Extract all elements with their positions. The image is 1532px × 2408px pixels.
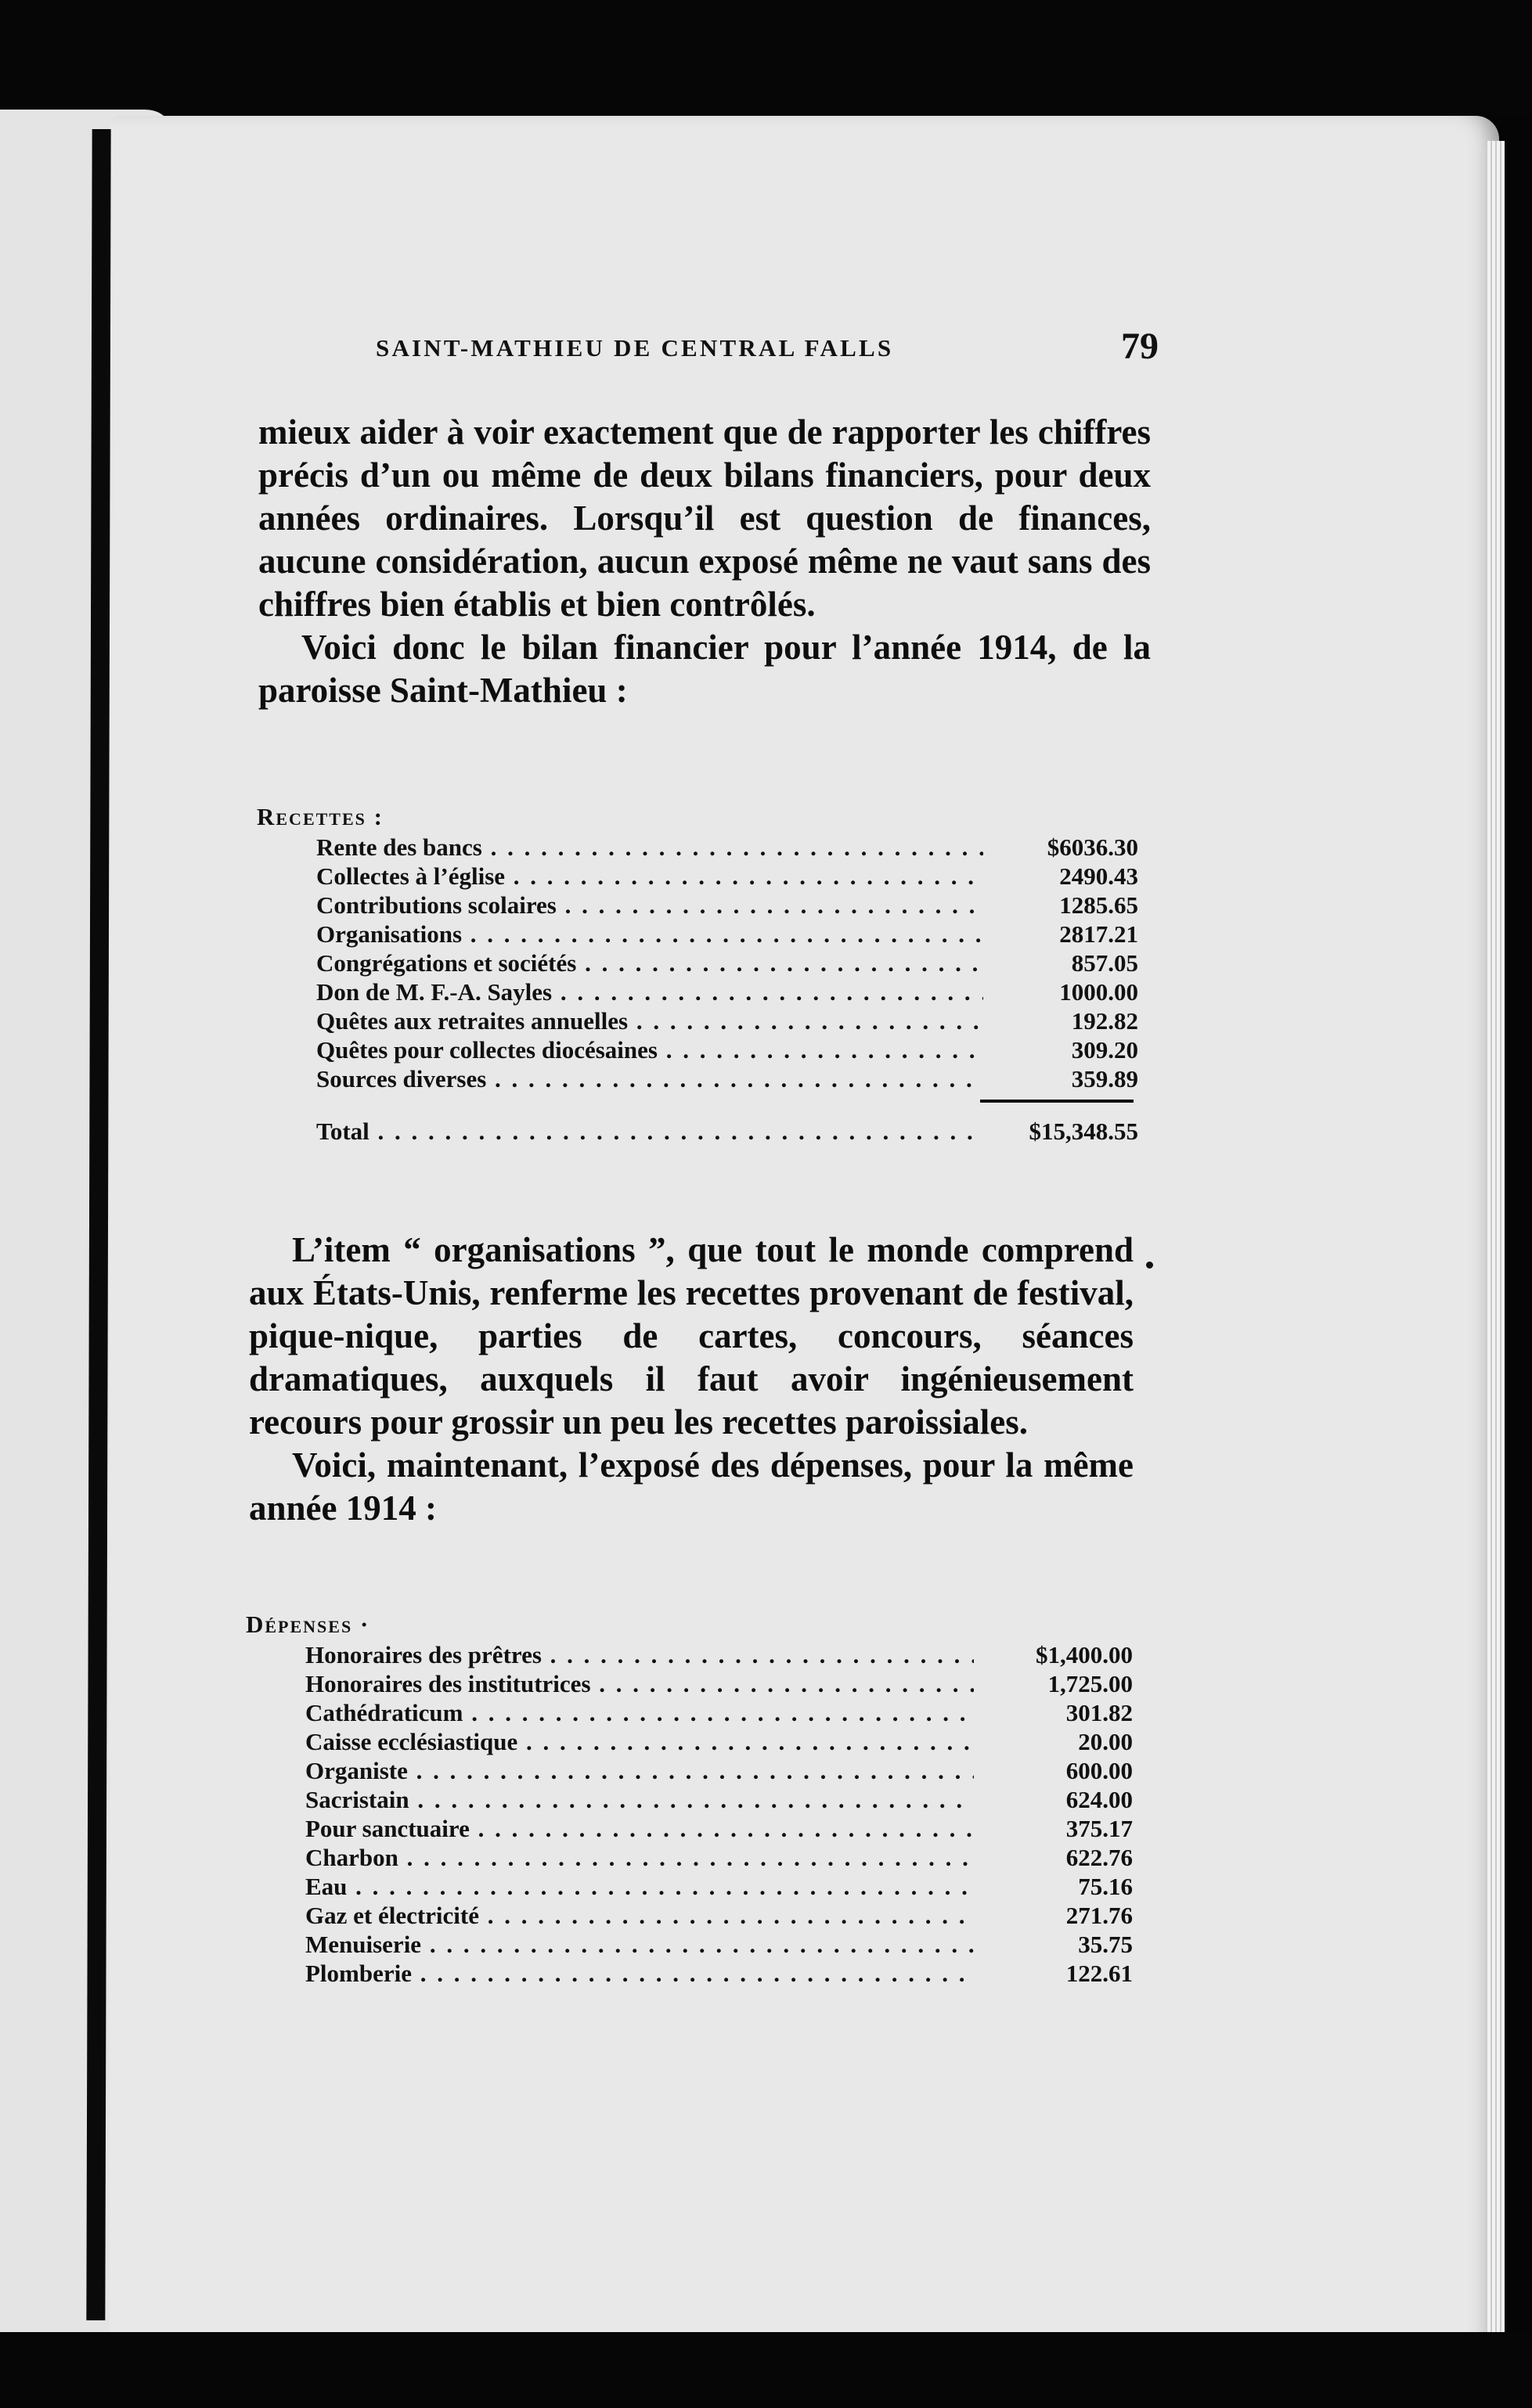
row-label: Rente des bancs . . . [316,833,983,862]
ledger-row [257,948,1138,977]
total-label: Total . . . [316,1117,983,1146]
intro-text [258,411,1151,712]
total-row [257,1117,1138,1146]
depenses-heading: Dépenses · [246,1611,370,1638]
row-amount: 309.20 [983,1035,1138,1064]
scan-top-margin [0,0,1532,117]
row-label: Honoraires des prêtres . . . [305,1640,974,1669]
row-label: Quêtes aux retraites annuelles . . . [316,1006,983,1035]
scan-bottom-margin [0,2332,1532,2408]
ledger-row [246,1669,1133,1698]
running-head [376,325,1159,372]
row-amount: 301.82 [974,1698,1133,1727]
depenses-ledger [246,1611,1133,1988]
ledger-row [257,862,1138,891]
sum-rule [980,1100,1134,1103]
ledger-row [257,920,1138,948]
ledger-row [246,1698,1133,1727]
row-label: Honoraires des institutrices . . . [305,1669,974,1698]
ledger-row [257,1006,1138,1035]
page-number: 79 [1121,326,1159,367]
row-amount: 624.00 [974,1785,1133,1814]
intro-paragraph: mieux aider à voir exactement que de rapporter les chiffres précis d’un ou même de deux bilans financiers, pour deux années ordinaires. Lorsqu’il est question de finances, aucune considération, aucun exposé même ne vaut sans des chiffres bien établis et bien contrôlés. [258,412,1151,624]
row-label: Sacristain . . . [305,1785,974,1814]
row-label: Don de M. F.-A. Sayles . . . [316,977,983,1006]
row-amount: 1285.65 [983,891,1138,920]
stray-mark [1146,1262,1153,1269]
ledger-row [246,1640,1133,1669]
row-amount: 600.00 [974,1756,1133,1785]
total-amount: $15,348.55 [983,1117,1138,1146]
row-amount: 75.16 [974,1872,1133,1901]
row-amount: $6036.30 [983,833,1138,862]
ledger-row [257,833,1138,862]
row-label: Organiste . . . [305,1756,974,1785]
ledger-row [257,1035,1138,1064]
row-label: Sources diverses . . . [316,1064,983,1093]
row-amount: 192.82 [983,1006,1138,1035]
row-label: Eau . . . [305,1872,974,1901]
ledger-row [246,1959,1133,1988]
bilan-intro-paragraph: Voici donc le bilan financier pour l’année 1914, de la paroisse Saint-Mathieu : [258,628,1151,710]
row-label: Charbon . . . [305,1843,974,1872]
middle-text [249,1229,1134,1530]
row-amount: 375.17 [974,1814,1133,1843]
row-label: Pour sanctuaire . . . [305,1814,974,1843]
ledger-row [257,891,1138,920]
ledger-row [257,977,1138,1006]
ledger-row [246,1930,1133,1959]
row-label: Congrégations et sociétés . . . [316,948,983,977]
row-amount: 20.00 [974,1727,1133,1756]
row-amount: 2817.21 [983,920,1138,948]
row-label: Contributions scolaires . . . [316,891,983,920]
ledger-row [246,1785,1133,1814]
ledger-row [246,1872,1133,1901]
row-label: Plomberie . . . [305,1959,974,1988]
row-label: Quêtes pour collectes diocésaines . . . [316,1035,983,1064]
depenses-intro-paragraph: Voici, maintenant, l’exposé des dépenses, pour la même année 1914 : [249,1445,1134,1528]
ledger-row [246,1814,1133,1843]
row-label: Cathédraticum . . . [305,1698,974,1727]
row-amount: $1,400.00 [974,1640,1133,1669]
row-amount: 622.76 [974,1843,1133,1872]
ledger-row [246,1727,1133,1756]
ledger-row [246,1756,1133,1785]
page-stack-edge [1487,141,1505,2332]
ledger-row [257,1064,1138,1093]
row-amount: 1000.00 [983,977,1138,1006]
ledger-row [246,1901,1133,1930]
row-label: Menuiserie . . . [305,1930,974,1959]
row-amount: 359.89 [983,1064,1138,1093]
row-label: Gaz et électricité . . . [305,1901,974,1930]
row-label: Organisations . . . [316,920,983,948]
row-amount: 122.61 [974,1959,1133,1988]
organisations-paragraph: L’item “ organisations ”, que tout le monde comprend aux États-Unis, renferme les recettes provenant de festival, pique-nique, parties de cartes, concours, séances dramatiques, auxquels il faut avoir ingénieusement recours pour grossir un peu les recettes paroissiales. [249,1230,1134,1442]
ledger-row [246,1843,1133,1872]
row-amount: 271.76 [974,1901,1133,1930]
row-amount: 2490.43 [983,862,1138,891]
row-label: Collectes à l’église . . . [316,862,983,891]
row-amount: 35.75 [974,1930,1133,1959]
recettes-heading: Recettes : [257,803,384,830]
row-amount: 857.05 [983,948,1138,977]
row-label: Caisse ecclésiastique . . . [305,1727,974,1756]
row-amount: 1,725.00 [974,1669,1133,1698]
running-title: SAINT-MATHIEU DE CENTRAL FALLS [376,334,894,362]
recettes-ledger [257,803,1138,1146]
